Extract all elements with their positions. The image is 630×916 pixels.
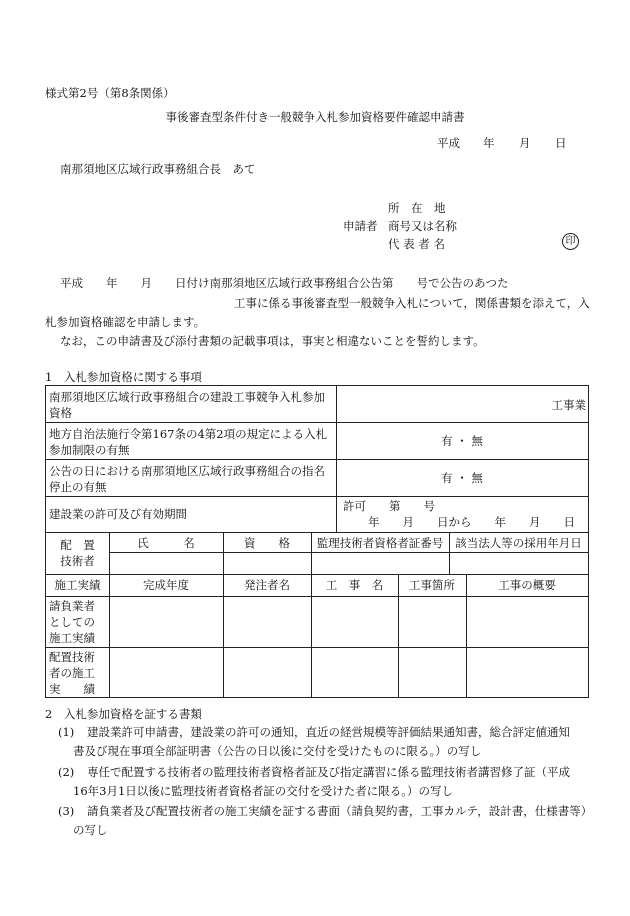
list-item-text: の写し bbox=[73, 823, 108, 837]
staff-header-name: 氏 名 bbox=[137, 536, 195, 550]
works-header-location: 工事箇所 bbox=[409, 578, 455, 592]
addressee: 南那須地区広域行政事務組合長 あて bbox=[60, 162, 256, 176]
address-label: 所 在 地 bbox=[388, 201, 446, 215]
row-value-suspension: 有 ・ 無 bbox=[441, 471, 483, 485]
list-item-text: 専任で配置する技術者の監理技術者資格者証及び指定講習に係る監理技術者講習修了証（平成 bbox=[87, 765, 570, 779]
row-label-license: 建設業の許可及び有効期間 bbox=[49, 507, 187, 521]
row-value-qualification: 工事業 bbox=[551, 398, 586, 412]
staff-header-hire-date: 該当法人等の採用年月日 bbox=[455, 536, 582, 550]
works-row-engineer: 配置技術 者の施工 実 績 bbox=[49, 650, 95, 696]
works-header-overview: 工事の概要 bbox=[498, 578, 556, 592]
seal-mark: 印 bbox=[562, 233, 579, 250]
list-item-text: 請負業者及び配置技術者の施工実績を証する書面（請負契約書，工事カルテ，設計書，仕様書等） bbox=[87, 804, 593, 818]
list-item-number: (2) bbox=[58, 765, 75, 779]
body-line-1: 平成 年 月 日付け南那須地区広域行政事務組合公告第 号で公告のあつた bbox=[60, 276, 509, 290]
body-line-3: 札参加資格確認を申請します。 bbox=[45, 315, 206, 329]
row-label-participation-limit: 地方自治法施行令第167条の4第2項の規定による入札参加制限の有無 bbox=[49, 427, 328, 457]
works-row-contractor: 請負業者 としての 施工実績 bbox=[49, 599, 95, 645]
representative-label: 代 表 者 名 bbox=[388, 237, 445, 251]
list-item-number: (3) bbox=[58, 804, 75, 818]
staff-label: 配 置 技術者 bbox=[60, 538, 95, 568]
staff-header-qualification: 資 格 bbox=[244, 536, 290, 550]
applicant-label: 申請者 bbox=[343, 219, 378, 233]
list-item-text: 建設業許可申請書，建設業の許可の通知，直近の経営規模等評価結果通知書，総合評定値通知 bbox=[87, 725, 570, 739]
form-number: 様式第2号（第8条関係） bbox=[45, 86, 175, 100]
row-value-participation-limit: 有 ・ 無 bbox=[441, 434, 483, 448]
works-header-client: 発注者名 bbox=[244, 578, 290, 592]
list-item-number: (1) bbox=[58, 725, 75, 739]
staff-header-certificate-number: 監理技術者資格者証番号 bbox=[316, 536, 444, 550]
works-header-completion-year: 完成年度 bbox=[143, 578, 189, 592]
row-label-suspension: 公告の日における南那須地区広域行政事務組合の指名停止の有無 bbox=[49, 464, 325, 494]
row-label-qualification: 南那須地区広域行政事務組合の建設工事競争入札参加資格 bbox=[49, 390, 325, 420]
section2-heading: 2 入札参加資格を証する書類 bbox=[45, 707, 202, 721]
row-value-license-number: 許可 第 号 bbox=[343, 499, 435, 513]
section1-heading: 1 入札参加資格に関する事項 bbox=[45, 370, 202, 384]
company-name-label: 商号又は名称 bbox=[388, 219, 457, 233]
row-value-license-period: 年 月 日から 年 月 日 bbox=[368, 515, 575, 529]
list-item-text: 16年3月1日以後に監理技術者資格者証の交付を受けた者に限る。）の写し bbox=[73, 784, 454, 798]
works-header-project-name: 工 事 名 bbox=[325, 578, 384, 592]
list-item-text: 書及び現在事項全部証明書（公告の日以後に交付を受けたものに限る。）の写し bbox=[73, 744, 482, 758]
body-line-2: 工事に係る事後審査型一般競争入札について，関係書類を添えて，入 bbox=[234, 296, 590, 310]
works-header-label: 施工実績 bbox=[54, 578, 101, 592]
body-line-4: なお，この申請書及び添付書類の記載事項は，事実と相違ないことを誓約します。 bbox=[60, 334, 485, 348]
qualification-table bbox=[45, 385, 589, 698]
document-title: 事後審査型条件付き一般競争入札参加資格要件確認申請書 bbox=[165, 110, 465, 124]
